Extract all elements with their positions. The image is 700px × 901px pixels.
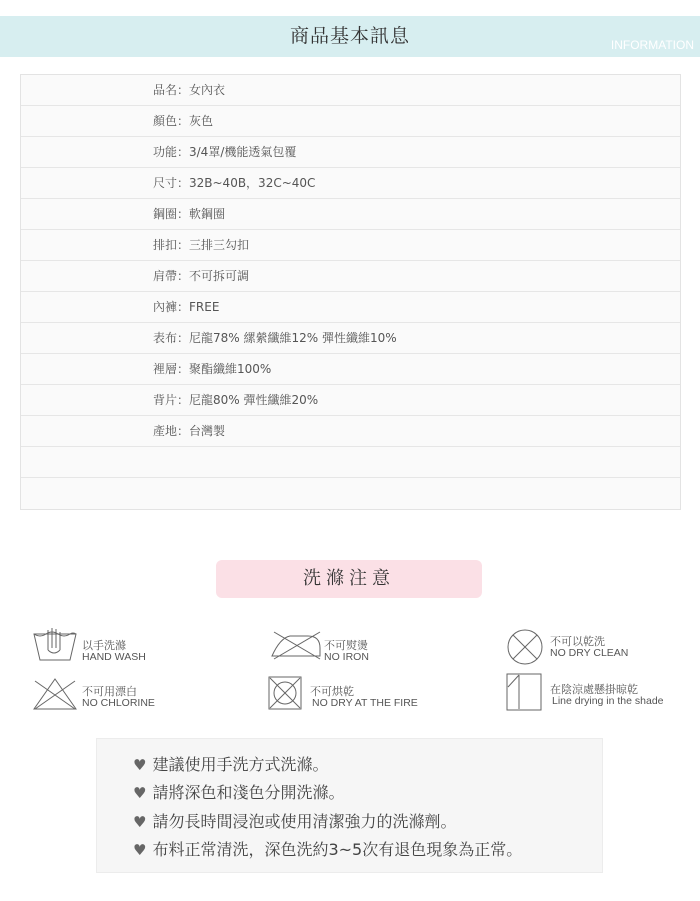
- spec-origin: 產地：台灣製: [153, 424, 226, 438]
- spec-lining: 裡層：聚酯纖維100%: [153, 362, 272, 376]
- care-no-dry-clean: [506, 628, 656, 668]
- heart-icon: ♥: [133, 813, 147, 831]
- spec-row: [21, 261, 680, 292]
- note-text: 布料正常清洗，深色洗約3~5次有退色現象為正常。: [152, 840, 523, 859]
- spec-row: [21, 354, 680, 385]
- care-line-dry-shade: [506, 673, 676, 713]
- spec-row: [21, 168, 680, 199]
- spec-row: [21, 323, 680, 354]
- no-chlorine-icon: [32, 677, 78, 711]
- note-item: [133, 837, 522, 860]
- note-item: [133, 809, 456, 832]
- care-no-chlorine: [32, 677, 202, 717]
- note-item: [133, 752, 328, 775]
- wash-title: 洗滌注意: [303, 568, 395, 589]
- care-no-iron: [270, 628, 430, 668]
- page-subtitle-en: INFORMATION: [610, 38, 694, 52]
- spec-underwire: 鋼圈：軟鋼圈: [153, 207, 226, 221]
- care-zh-label: 不可烘乾: [310, 685, 354, 698]
- spec-straps: 肩帶：不可拆可調: [153, 269, 250, 283]
- spec-back-panel: 背片：尼龍80% 彈性纖維20%: [153, 393, 319, 407]
- care-en-label: Line drying in the shade: [552, 695, 664, 707]
- care-en-label: NO IRON: [324, 651, 369, 663]
- care-zh-label: 在陰涼處懸掛晾乾: [550, 683, 638, 696]
- spec-hooks: 排扣：三排三勾扣: [153, 238, 250, 252]
- heart-icon: ♥: [133, 784, 147, 802]
- line-dry-shade-icon: [506, 673, 542, 711]
- spec-outer-fabric: 表布：尼龍78% 縲縈纖維12% 彈性纖維10%: [153, 331, 397, 345]
- spec-row: [21, 292, 680, 323]
- spec-product-name: 品名：女內衣: [153, 83, 226, 97]
- spec-row: [21, 199, 680, 230]
- care-en-label: HAND WASH: [82, 651, 146, 663]
- spec-row: [21, 106, 680, 137]
- care-en-label: NO CHLORINE: [82, 697, 155, 709]
- spec-color: 顏色：灰色: [153, 114, 214, 128]
- care-en-label: NO DRY CLEAN: [550, 647, 629, 659]
- hand-wash-icon: [32, 624, 78, 664]
- care-en-label: NO DRY AT THE FIRE: [312, 697, 418, 709]
- heart-icon: ♥: [133, 756, 147, 774]
- no-tumble-dry-icon: [268, 676, 302, 710]
- care-zh-label: 不可以乾洗: [550, 635, 605, 648]
- spec-table: [20, 74, 681, 510]
- page-title: 商品基本訊息: [289, 25, 410, 47]
- care-zh-label: 以手洗滌: [82, 639, 126, 652]
- spec-function: 功能：3/4罩/機能透氣包覆: [153, 145, 297, 159]
- spec-panties: 內褲：FREE: [153, 300, 220, 314]
- spec-row: [21, 416, 680, 447]
- note-item: [133, 780, 344, 803]
- heart-icon: ♥: [133, 841, 147, 859]
- wash-notes-box: [96, 738, 603, 873]
- note-text: 請勿長時間浸泡或使用清潔強力的洗滌劑。: [152, 812, 457, 831]
- note-text: 請將深色和淺色分開洗滌。: [152, 783, 345, 802]
- no-iron-icon: [270, 628, 322, 660]
- care-no-tumble-dry: [268, 676, 438, 716]
- spec-row: [21, 75, 680, 106]
- no-dry-clean-icon: [506, 628, 544, 666]
- spec-row: [21, 385, 680, 416]
- care-zh-label: 不可熨燙: [324, 639, 368, 652]
- spec-row-empty: [21, 447, 680, 478]
- care-hand-wash: [32, 624, 202, 664]
- spec-row-empty: [21, 478, 680, 509]
- care-zh-label: 不可用漂白: [82, 685, 137, 698]
- spec-row: [21, 137, 680, 168]
- note-text: 建議使用手洗方式洗滌。: [152, 755, 329, 774]
- spec-size: 尺寸：32B~40B，32C~40C: [153, 176, 316, 190]
- spec-row: [21, 230, 680, 261]
